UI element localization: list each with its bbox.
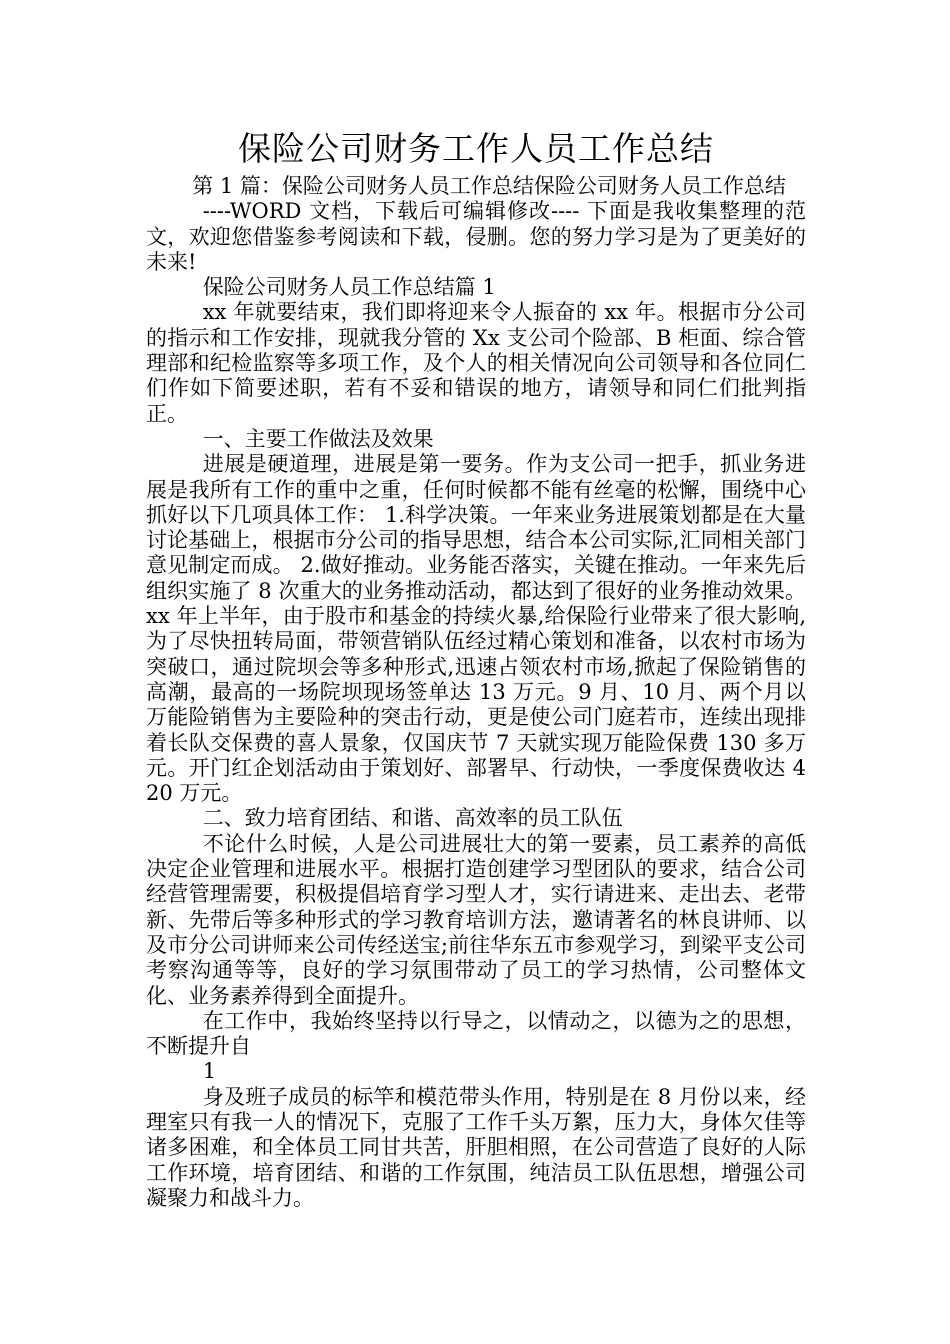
page-number: 1 (202, 1059, 217, 1084)
paragraph-closing: 身及班子成员的标竿和模范带头作用，特别是在 8 月份以来，经理室只有我一人的情况下，克服了工作千头万絮，压力大，身体欠佳等诸多困难，和全体员工同甘共苦，肝胆相照，在公司营造了良好的人际工作环境，培育团结、和谐的工作氛围，纯洁员工队伍思想，增强公司凝聚力和战斗力。 (146, 1084, 806, 1210)
paragraph-intro: xx 年就要结束，我们即将迎来令人振奋的 xx 年。根据市分公司的指示和工作安排，现就我分管的 Xx 支公司个险部、B 柜面、综合管理部和纪检监察等多项工作，及个人的相关情况向公司领导和各位同仁们作如下简要述职，若有不妥和错误的地方，请领导和同仁们批判指正。 (146, 300, 806, 426)
download-notice: ----WORD 文档，下载后可编辑修改---- 下面是我收集整理的范文，欢迎您借鉴参考阅读和下载，侵删。您的努力学习是为了更美好的未来! (146, 199, 806, 274)
intro-heading: 第 1 篇：保险公司财务人员工作总结保险公司财务人员工作总结 (192, 174, 786, 198)
section-heading-1: 一、主要工作做法及效果 (202, 426, 434, 451)
paragraph-team: 不论什么时候，人是公司进展壮大的第一要素，员工素养的高低决定企业管理和进展水平。根据打造创建学习型团队的要求，结合公司经营管理需要，积极提倡培育学习型人才，实行请进来、走出去、老带新、先带后等多种形式的学习教育培训方法，邀请著名的林良讲师、以及市分公司讲师来公司传经送宝;前往华东五市参观学习，到梁平支公司考察沟通等等，良好的学习氛围带动了员工的学习热情，公司整体文化、业务素养得到全面提升。 (146, 831, 806, 1008)
article-subtitle: 保险公司财务人员工作总结篇 1 (202, 275, 496, 300)
paragraph-business: 进展是硬道理，进展是第一要务。作为支公司一把手，抓业务进展是我所有工作的重中之重，任何时候都不能有丝毫的松懈，围绕中心抓好以下几项具体工作： 1.科学决策。一年来业务进展策划都是在大量讨论基础上，根据市分公司的指导思想，结合本公司实际,汇同相关部门意见制定而成。 2.做好推动。业务能否落实，关键在推动。一年来先后组织实施了 8 次重大的业务推动活动，都达到了很好的业务推动效果。xx 年上半年，由于股市和基金的持续火暴,给保险行业带来了很大影响,为了尽快扭转局面，带领营销队伍经过精心策划和准备，以农村市场为突破口，通过院坝会等多种形式,迅速占领农村市场,掀起了保险销售的高潮，最高的一场院坝现场签单达 13 万元。9 月、10 月、两个月以万能险销售为主要险种的突击行动，更是使公司门庭若市，连续出现排着长队交保费的喜人景象，仅国庆节 7 天就实现万能险保费 130 多万元。开门红企划活动由于策划好、部署早、行动快，一季度保费收达 420 万元。 (146, 452, 806, 806)
document-body (146, 174, 806, 1211)
paragraph-leadership: 在工作中，我始终坚持以行导之，以情动之，以德为之的思想，不断提升自 (146, 1008, 806, 1059)
section-heading-2: 二、致力培育团结、和谐、高效率的员工队伍 (202, 806, 623, 831)
document-title: 保险公司财务工作人员工作总结 (238, 129, 714, 168)
